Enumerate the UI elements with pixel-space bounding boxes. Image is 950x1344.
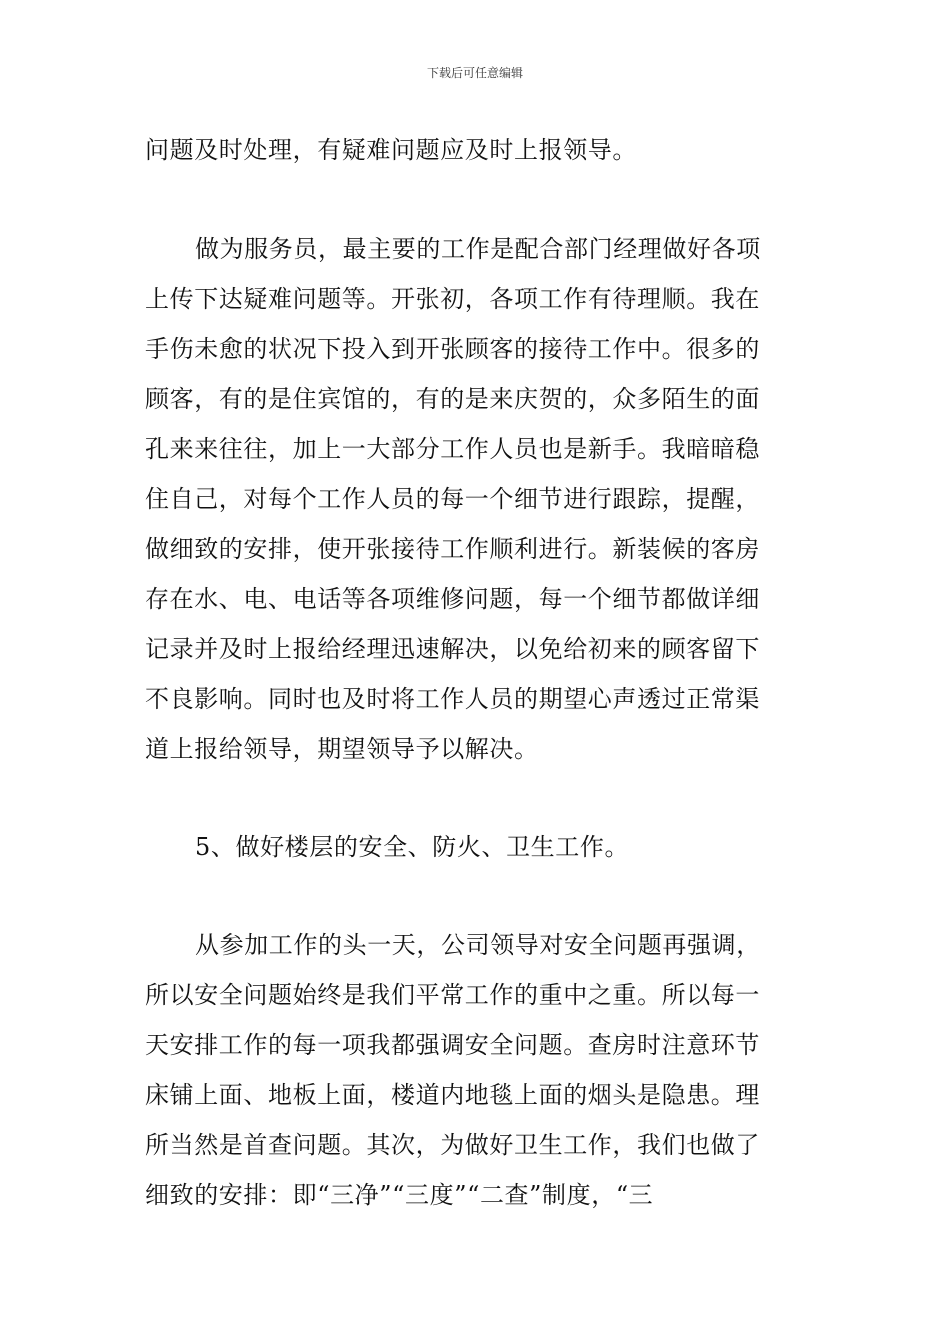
text-line: 做细致的安排，使开张接待工作顺利进行。新装候的客房 [145, 535, 760, 563]
text-line: 顾客，有的是住宾馆的，有的是来庆贺的，众多陌生的面 [145, 385, 760, 413]
paragraph-4 [145, 920, 810, 1220]
text-line: 孔来来往往，加上一大部分工作人员也是新手。我暗暗稳 [145, 435, 760, 463]
text-line: 记录并及时上报给经理迅速解决，以免给初来的顾客留下 [145, 635, 760, 663]
text-line: 手伤未愈的状况下投入到开张顾客的接待工作中。很多的 [145, 335, 760, 363]
text-line: 天安排工作的每一项我都强调安全问题。查房时注意环节 [145, 1031, 760, 1059]
text-line: 床铺上面、地板上面，楼道内地毯上面的烟头是隐患。理 [145, 1081, 760, 1109]
section-heading-5 [145, 822, 810, 872]
text-line: 住自己，对每个工作人员的每一个细节进行跟踪，提醒， [145, 485, 760, 513]
page-header: 下载后可任意编辑 [426, 66, 523, 80]
text-line: 不良影响。同时也及时将工作人员的期望心声透过正常渠 [145, 685, 760, 713]
text-line: 问题及时处理，有疑难问题应及时上报领导。 [145, 136, 637, 164]
text-line: 所当然是首查问题。其次，为做好卫生工作，我们也做了 [145, 1131, 760, 1159]
paragraph-1 [145, 125, 810, 175]
text-line: 从参加工作的头一天，公司领导对安全问题再强调， [195, 931, 761, 959]
text-line: 道上报给领导，期望领导予以解决。 [145, 735, 539, 763]
text-line: 上传下达疑难问题等。开张初，各项工作有待理顺。我在 [145, 285, 760, 313]
text-line: 5、做好楼层的安全、防火、卫生工作。 [195, 833, 630, 861]
paragraph-2 [145, 224, 810, 774]
text-line: 做为服务员，最主要的工作是配合部门经理做好各项 [195, 235, 761, 263]
text-line: 所以安全问题始终是我们平常工作的重中之重。所以每一 [145, 981, 760, 1009]
text-line: 细致的安排：即“三净”“三度”“二查”制度，“三 [145, 1181, 654, 1209]
text-line: 存在水、电、电话等各项维修问题，每一个细节都做详细 [145, 585, 760, 613]
